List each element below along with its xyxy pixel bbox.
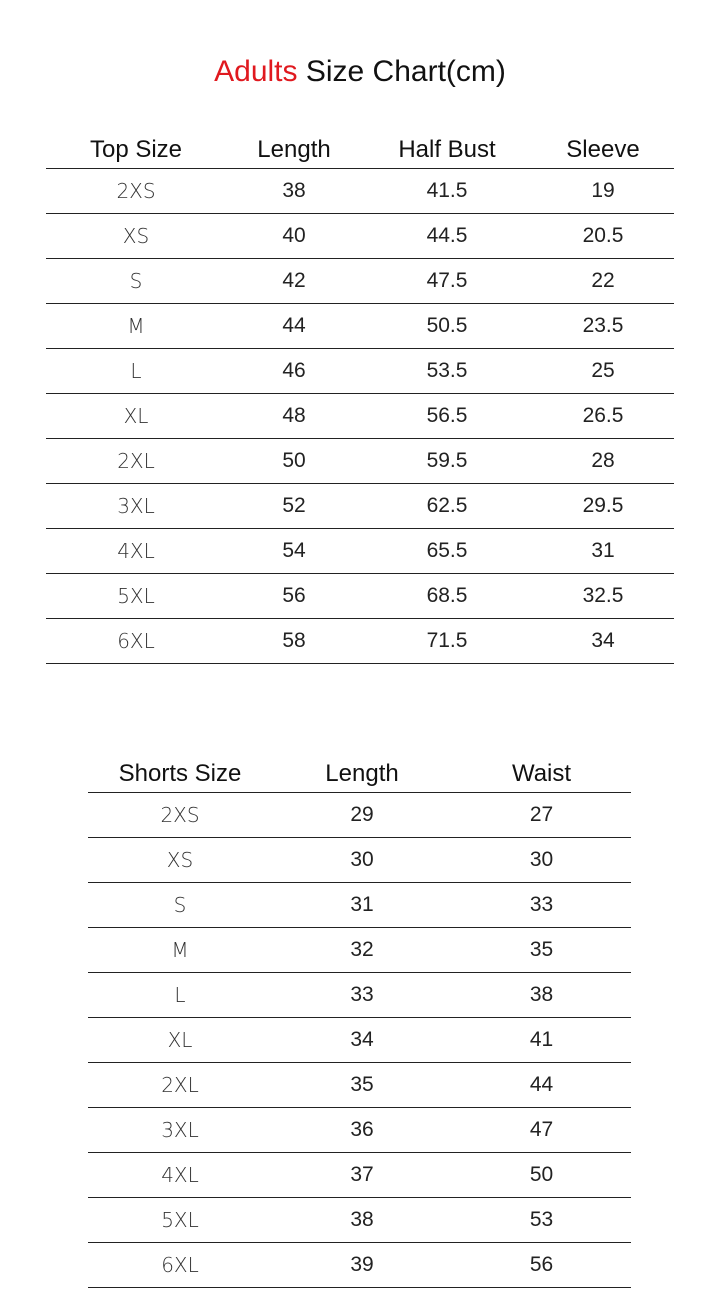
- half-bust-cell: 50.5: [362, 304, 532, 349]
- half-bust-cell: 65.5: [362, 529, 532, 574]
- table-row: [88, 838, 631, 883]
- waist-cell: 33: [452, 883, 631, 928]
- col-header-shorts-size: Shorts Size: [88, 744, 272, 793]
- table-row: [46, 214, 674, 259]
- sleeve-cell: 34: [532, 619, 674, 664]
- length-cell: 37: [272, 1153, 452, 1198]
- half-bust-cell: 47.5: [362, 259, 532, 304]
- waist-cell: 35: [452, 928, 631, 973]
- size-cell: XL: [88, 1018, 272, 1063]
- half-bust-cell: 59.5: [362, 439, 532, 484]
- table-row: [46, 259, 674, 304]
- sleeve-cell: 29.5: [532, 484, 674, 529]
- length-cell: 39: [272, 1243, 452, 1288]
- top-table-header-row: [46, 120, 674, 169]
- table-row: [88, 1243, 631, 1288]
- length-cell: 32: [272, 928, 452, 973]
- shorts-table-body: [88, 793, 631, 1288]
- top-table-body: [46, 169, 674, 664]
- length-cell: 50: [226, 439, 362, 484]
- sleeve-cell: 32.5: [532, 574, 674, 619]
- waist-cell: 44: [452, 1063, 631, 1108]
- size-cell: M: [88, 928, 272, 973]
- size-cell: 6XL: [88, 1243, 272, 1288]
- half-bust-cell: 62.5: [362, 484, 532, 529]
- length-cell: 38: [226, 169, 362, 214]
- title-accent: Adults: [214, 55, 298, 88]
- shorts-size-table: [88, 744, 631, 1288]
- length-cell: 38: [272, 1198, 452, 1243]
- col-header-length: Length: [272, 744, 452, 793]
- table-row: [88, 1063, 631, 1108]
- table-row: [46, 619, 674, 664]
- table-row: [88, 928, 631, 973]
- table-row: [46, 439, 674, 484]
- length-cell: 48: [226, 394, 362, 439]
- col-header-waist: Waist: [452, 744, 631, 793]
- length-cell: 46: [226, 349, 362, 394]
- shorts-table-header-row: [88, 744, 631, 793]
- size-cell: L: [46, 349, 226, 394]
- table-row: [46, 529, 674, 574]
- sleeve-cell: 25: [532, 349, 674, 394]
- half-bust-cell: 41.5: [362, 169, 532, 214]
- length-cell: 34: [272, 1018, 452, 1063]
- waist-cell: 53: [452, 1198, 631, 1243]
- length-cell: 54: [226, 529, 362, 574]
- sleeve-cell: 20.5: [532, 214, 674, 259]
- size-cell: 6XL: [46, 619, 226, 664]
- size-cell: S: [46, 259, 226, 304]
- table-row: [88, 973, 631, 1018]
- size-cell: 2XL: [88, 1063, 272, 1108]
- size-cell: S: [88, 883, 272, 928]
- col-header-top-size: Top Size: [46, 120, 226, 169]
- sleeve-cell: 28: [532, 439, 674, 484]
- col-header-sleeve: Sleeve: [532, 120, 674, 169]
- table-row: [88, 1153, 631, 1198]
- size-cell: L: [88, 973, 272, 1018]
- size-cell: XS: [46, 214, 226, 259]
- top-size-table: [46, 120, 674, 664]
- size-cell: XS: [88, 838, 272, 883]
- length-cell: 29: [272, 793, 452, 838]
- table-row: [88, 793, 631, 838]
- size-cell: 2XS: [46, 169, 226, 214]
- length-cell: 42: [226, 259, 362, 304]
- size-cell: 4XL: [88, 1153, 272, 1198]
- length-cell: 30: [272, 838, 452, 883]
- table-row: [46, 349, 674, 394]
- sleeve-cell: 22: [532, 259, 674, 304]
- length-cell: 40: [226, 214, 362, 259]
- col-header-length: Length: [226, 120, 362, 169]
- size-cell: 3XL: [88, 1108, 272, 1153]
- sleeve-cell: 19: [532, 169, 674, 214]
- half-bust-cell: 44.5: [362, 214, 532, 259]
- waist-cell: 50: [452, 1153, 631, 1198]
- length-cell: 36: [272, 1108, 452, 1153]
- length-cell: 33: [272, 973, 452, 1018]
- size-cell: XL: [46, 394, 226, 439]
- table-row: [88, 1108, 631, 1153]
- half-bust-cell: 71.5: [362, 619, 532, 664]
- table-row: [88, 1018, 631, 1063]
- half-bust-cell: 56.5: [362, 394, 532, 439]
- length-cell: 56: [226, 574, 362, 619]
- size-cell: 5XL: [88, 1198, 272, 1243]
- table-row: [46, 394, 674, 439]
- waist-cell: 41: [452, 1018, 631, 1063]
- length-cell: 52: [226, 484, 362, 529]
- length-cell: 35: [272, 1063, 452, 1108]
- length-cell: 58: [226, 619, 362, 664]
- size-cell: 4XL: [46, 529, 226, 574]
- table-row: [46, 304, 674, 349]
- table-row: [88, 1198, 631, 1243]
- waist-cell: 47: [452, 1108, 631, 1153]
- sleeve-cell: 26.5: [532, 394, 674, 439]
- size-cell: 2XS: [88, 793, 272, 838]
- waist-cell: 27: [452, 793, 631, 838]
- title-rest: Size Chart(cm): [297, 55, 506, 88]
- sleeve-cell: 23.5: [532, 304, 674, 349]
- table-row: [46, 484, 674, 529]
- half-bust-cell: 68.5: [362, 574, 532, 619]
- size-cell: M: [46, 304, 226, 349]
- half-bust-cell: 53.5: [362, 349, 532, 394]
- sleeve-cell: 31: [532, 529, 674, 574]
- table-row: [88, 883, 631, 928]
- table-row: [46, 574, 674, 619]
- waist-cell: 56: [452, 1243, 631, 1288]
- length-cell: 31: [272, 883, 452, 928]
- size-cell: 5XL: [46, 574, 226, 619]
- size-cell: 3XL: [46, 484, 226, 529]
- waist-cell: 38: [452, 973, 631, 1018]
- page-title: [0, 50, 720, 94]
- waist-cell: 30: [452, 838, 631, 883]
- col-header-half-bust: Half Bust: [362, 120, 532, 169]
- table-row: [46, 169, 674, 214]
- length-cell: 44: [226, 304, 362, 349]
- size-cell: 2XL: [46, 439, 226, 484]
